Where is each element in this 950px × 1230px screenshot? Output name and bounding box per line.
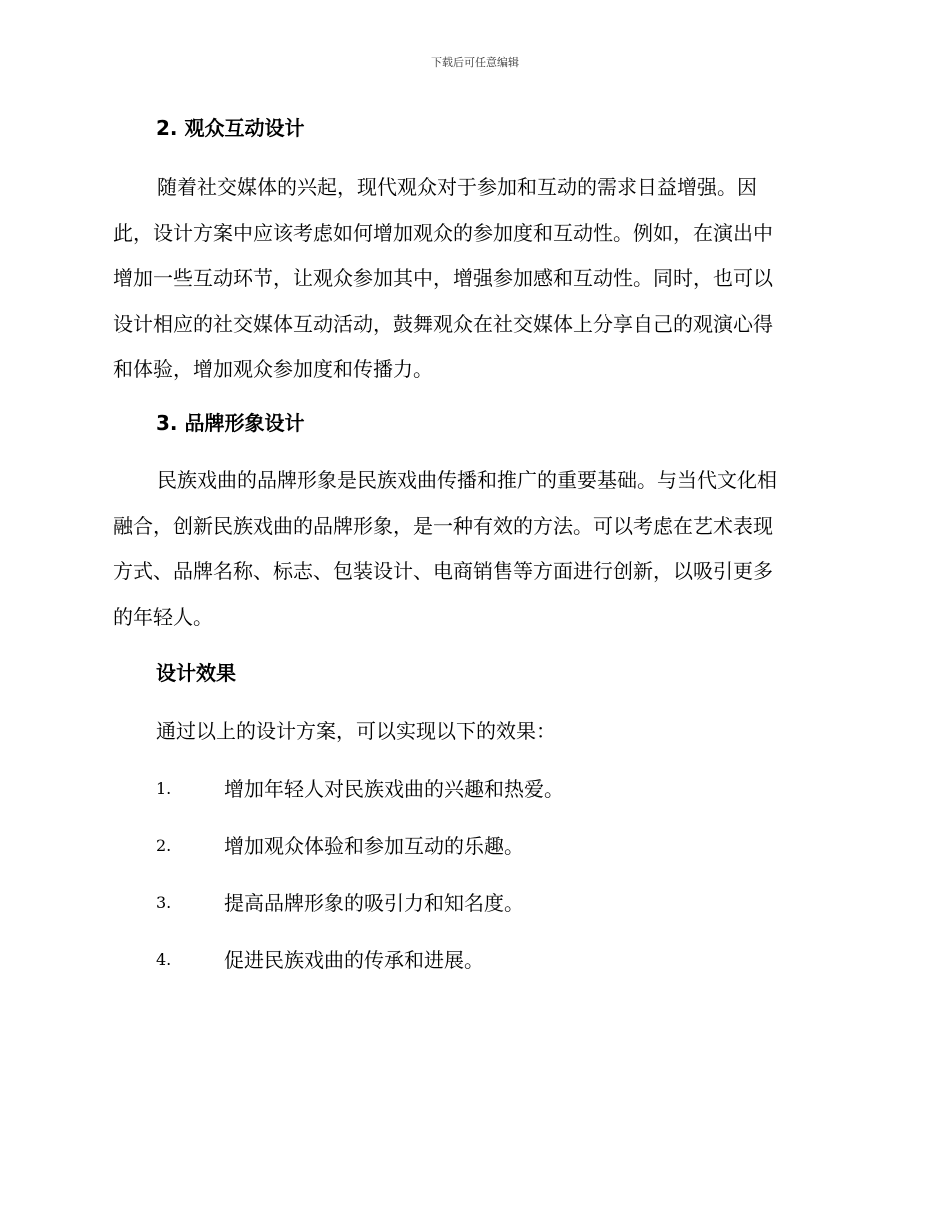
paragraph-brand-image — [113, 458, 833, 640]
section-heading-audience-interaction: 2. 观众互动设计 — [156, 116, 305, 140]
paragraph-line: 融合，创新民族戏曲的品牌形象，是一种有效的方法。可以考虑在艺术表现 — [113, 513, 773, 538]
list-number: 2. — [156, 836, 172, 855]
list-text: 增加年轻人对民族戏曲的兴趣和热爱。 — [224, 777, 564, 801]
paragraph-audience-interaction — [113, 165, 833, 393]
section-heading-brand-image: 3. 品牌形象设计 — [156, 411, 305, 435]
page-header: 下载后可任意编辑 — [431, 56, 519, 69]
paragraph-line: 增加一些互动环节，让观众参加其中，增强参加感和互动性。同时，也可以 — [113, 266, 773, 290]
paragraph-line: 随着社交媒体的兴起，现代观众对于参加和互动的需求日益增强。因 — [157, 175, 757, 199]
list-text: 增加观众体验和参加互动的乐趣。 — [224, 834, 524, 858]
paragraph-line: 此，设计方案中应该考虑如何增加观众的参加度和互动性。例如，在演出中 — [113, 220, 773, 245]
list-text: 提高品牌形象的吸引力和知名度。 — [224, 891, 524, 915]
paragraph-line: 和体验，增加观众参加度和传播力。 — [113, 357, 433, 381]
list-text: 促进民族戏曲的传承和进展。 — [224, 948, 484, 972]
paragraph-line: 设计相应的社交媒体互动活动，鼓舞观众在社交媒体上分享自己的观演心得 — [113, 311, 773, 336]
effects-intro — [156, 717, 556, 745]
section-heading-design-effects: 设计效果 — [156, 661, 236, 685]
list-number: 1. — [156, 779, 172, 798]
effects-intro-text: 通过以上的设计方案，可以实现以下的效果： — [156, 719, 556, 743]
paragraph-line: 方式、品牌名称、标志、包装设计、电商销售等方面进行创新，以吸引更多 — [113, 559, 773, 583]
paragraph-line: 民族戏曲的品牌形象是民族戏曲传播和推广的重要基础。与当代文化相 — [157, 468, 777, 492]
list-number: 3. — [156, 893, 172, 912]
list-number: 4. — [156, 950, 172, 969]
paragraph-line: 的年轻人。 — [113, 604, 213, 629]
